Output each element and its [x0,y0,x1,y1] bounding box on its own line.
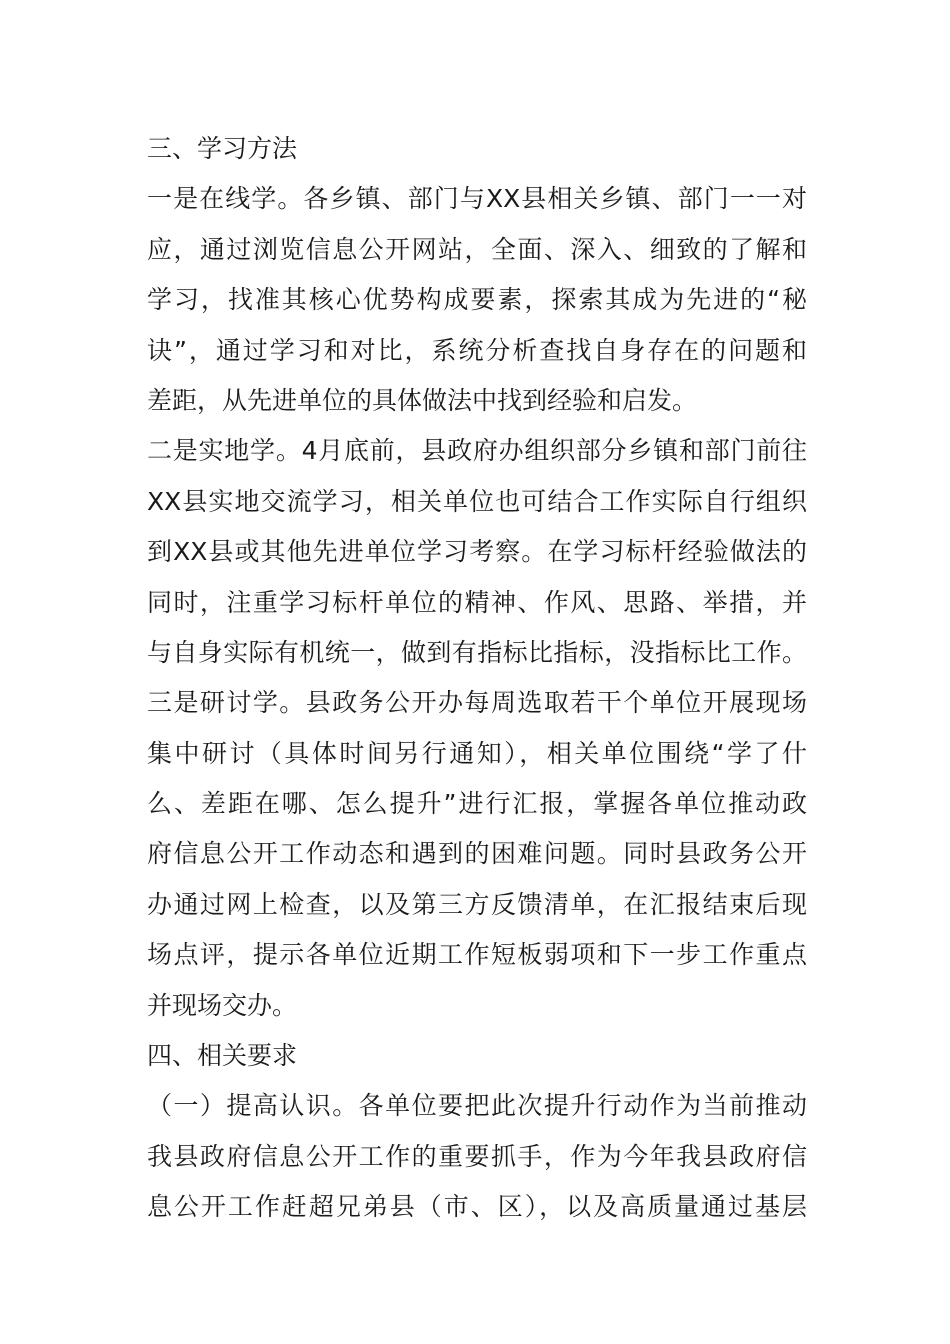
paragraph-line: 我县政府信息公开工作的重要抓手，作为今年我县政府信 [147,1141,807,1171]
paragraph-line: 办通过网上检查，以及第三方反馈清单，在汇报结束后现 [147,889,807,919]
document-page [147,124,807,1233]
paragraph-line: 一是在线学。各乡镇、部门与XX县相关乡镇、部门一一对 [147,184,807,214]
paragraph-line: 集中研讨（具体时间另行通知），相关单位围绕“学了什 [147,738,807,768]
paragraph-line: 息公开工作赶超兄弟县（市、区），以及高质量通过基层 [147,1192,807,1222]
section-heading-requirements: 四、相关要求 [147,1041,298,1071]
paragraph-line: 么、差距在哪、怎么提升”进行汇报，掌握各单位推动政 [147,789,807,819]
paragraph-line: 二是实地学。4月底前，县政府办组织部分乡镇和部门前往 [147,436,807,466]
paragraph-line: 与自身实际有机统一，做到有指标比指标，没指标比工作。 [147,637,807,667]
paragraph-line: （一）提高认识。各单位要把此次提升行动作为当前推动 [147,1091,807,1121]
paragraph-line: 并现场交办。 [147,990,298,1020]
paragraph-line: 到XX县或其他先进单位学习考察。在学习标杆经验做法的 [147,537,807,567]
paragraph-line: 应，通过浏览信息公开网站，全面、深入、细致的了解和 [147,234,807,264]
paragraph-line: 同时，注重学习标杆单位的精神、作风、思路、举措，并 [147,587,807,617]
paragraph-line: 诀”，通过学习和对比，系统分析查找自身存在的问题和 [147,335,807,365]
paragraph-line: 差距，从先进单位的具体做法中找到经验和启发。 [147,385,698,415]
paragraph-line: 三是研讨学。县政务公开办每周选取若干个单位开展现场 [147,688,807,718]
paragraph-line: 场点评，提示各单位近期工作短板弱项和下一步工作重点 [147,940,807,970]
paragraph-line: 学习，找准其核心优势构成要素，探索其成为先进的“秘 [147,285,807,315]
section-heading-learning-methods: 三、学习方法 [147,134,298,163]
paragraph-line: XX县实地交流学习，相关单位也可结合工作实际自行组织 [147,486,807,516]
paragraph-line: 府信息公开工作动态和遇到的困难问题。同时县政务公开 [147,839,807,869]
